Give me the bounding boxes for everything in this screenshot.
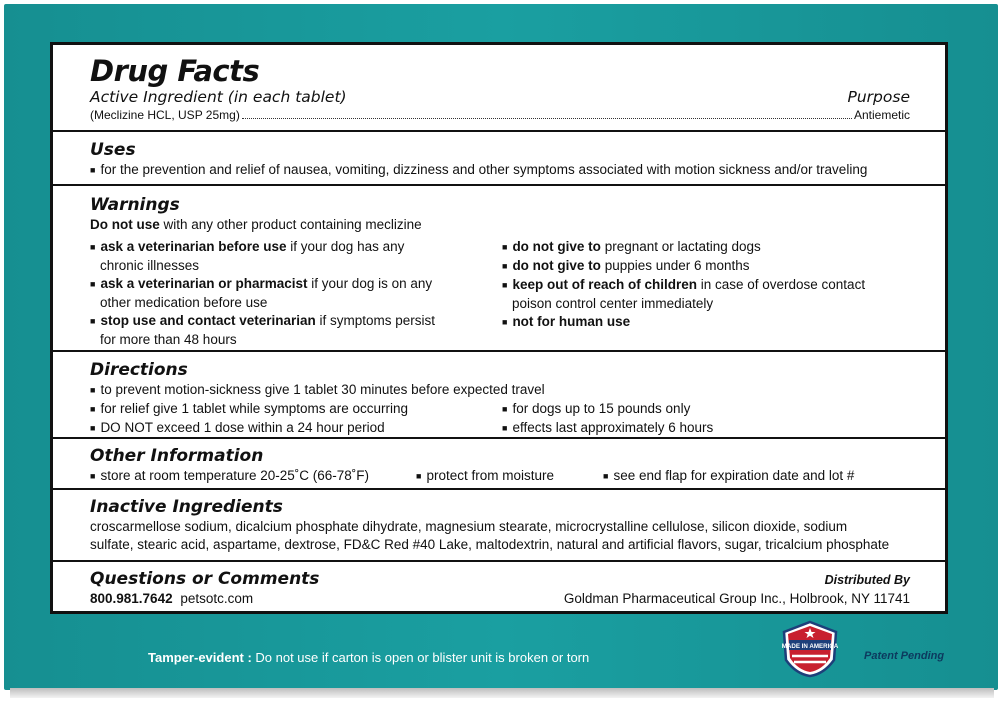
warning-item: ■ keep out of reach of children in case of overdose contact — [502, 276, 910, 295]
inactive-ingredients-line: croscarmellose sodium, dicalcium phosphate dihydrate, magnesium stearate, microcrystalline cellulose, silicon dioxide, sodium — [90, 519, 848, 534]
made-in-america-badge-icon — [780, 620, 840, 678]
warning-item-cont: chronic illnesses — [100, 258, 200, 273]
drug-facts-panel — [50, 42, 948, 614]
other-info-item: ■ store at room temperature 20-25˚C (66-78˚F) — [90, 467, 416, 486]
warning-item: ■ do not give to puppies under 6 months — [502, 257, 910, 276]
uses-heading: Uses — [90, 140, 136, 160]
ingredient-name: (Meclizine HCL, USP 25mg) — [90, 108, 240, 122]
warning-item-cont: for more than 48 hours — [100, 332, 237, 347]
dotted-leader — [242, 118, 852, 119]
direction-item: ■ effects last approximately 6 hours — [502, 419, 910, 438]
directions-heading: Directions — [90, 360, 188, 380]
directions-section — [53, 352, 945, 439]
other-information-section — [53, 439, 945, 490]
do-not-use-text: with any other product containing meclizine — [159, 217, 422, 232]
do-not-use-line — [90, 216, 910, 234]
patent-pending: Patent Pending — [864, 650, 945, 662]
direction-item: ■ DO NOT exceed 1 dose within a 24 hour period — [90, 419, 502, 438]
warning-item: ■ ask a veterinarian before use if your dog has any — [90, 238, 502, 257]
warning-item: ■ not for human use — [502, 313, 910, 332]
warnings-heading: Warnings — [90, 195, 180, 215]
phone-number: 800.981.7642 — [90, 591, 173, 606]
questions-heading: Questions or Comments — [90, 569, 320, 589]
directions-right-column — [502, 400, 910, 438]
warnings-section — [53, 186, 945, 352]
distributed-by-heading: Distributed By — [824, 573, 910, 587]
uses-item: ■ for the prevention and relief of nausea, vomiting, dizziness and other symptoms associated with motion sickness and/or traveling — [90, 161, 910, 180]
website: petsotc.com — [180, 591, 254, 606]
questions-section — [53, 562, 945, 614]
other-information-heading: Other Information — [90, 446, 264, 466]
direction-item: ■ to prevent motion-sickness give 1 tablet 30 minutes before expected travel — [90, 381, 910, 400]
uses-section — [53, 132, 945, 186]
warnings-right-column — [502, 238, 910, 349]
purpose-heading: Purpose — [847, 88, 910, 106]
direction-item: ■ for dogs up to 15 pounds only — [502, 400, 910, 419]
distributor-name: Goldman Pharmaceutical Group Inc., Holbrook, NY 11741 — [563, 591, 910, 606]
inactive-ingredients-section — [53, 490, 945, 562]
do-not-use-bold: Do not use — [90, 217, 160, 232]
warning-item: ■ do not give to pregnant or lactating dogs — [502, 238, 910, 257]
drug-facts-header — [53, 45, 945, 132]
tamper-evident-label: Tamper-evident : — [148, 650, 252, 665]
warning-item: ■ ask a veterinarian or pharmacist if your dog is on any — [90, 275, 502, 294]
purpose-value: Antiemetic — [853, 108, 910, 122]
tamper-evident-text: Do not use if carton is open or blister unit is broken or torn — [251, 650, 590, 665]
warning-item-cont: poison control center immediately — [512, 296, 714, 311]
drug-facts-title: Drug Facts — [90, 54, 260, 88]
carton-shadow — [10, 688, 994, 698]
other-info-item: ■ protect from moisture — [416, 467, 603, 486]
active-ingredient-heading: Active Ingredient (in each tablet) — [90, 88, 347, 106]
inactive-ingredients-line: sulfate, stearic acid, aspartame, dextrose, FD&C Red #40 Lake, maltodextrin, natural and artificial flavors, sugar, tricalcium phosphate — [90, 537, 890, 552]
tamper-evident-notice — [148, 650, 589, 665]
warning-item: ■ stop use and contact veterinarian if symptoms persist — [90, 312, 502, 331]
other-info-item: ■ see end flap for expiration date and lot # — [603, 467, 854, 486]
warning-item-cont: other medication before use — [100, 295, 268, 310]
warnings-left-column — [90, 238, 502, 349]
directions-left-column — [90, 400, 502, 438]
inactive-ingredients-heading: Inactive Ingredients — [90, 497, 283, 517]
badge-text: MADE IN AMERICA — [781, 643, 839, 650]
direction-item: ■ for relief give 1 tablet while symptoms are occurring — [90, 400, 502, 419]
